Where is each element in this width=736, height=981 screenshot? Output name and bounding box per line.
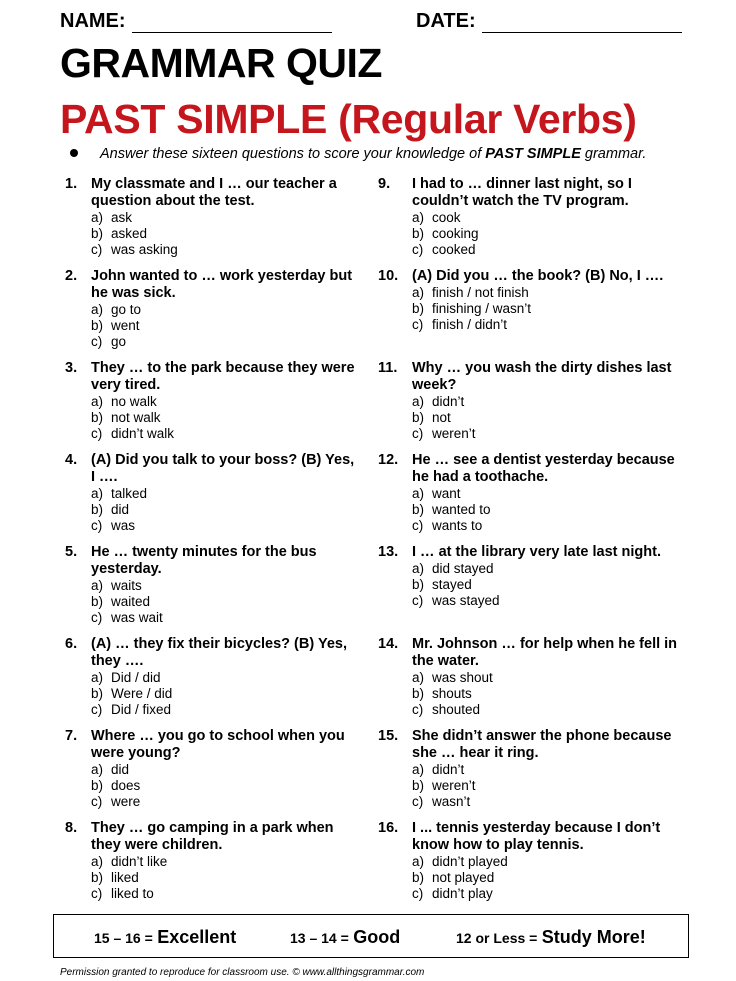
question-text: They … go camping in a park when they were children. [91,820,334,853]
option-text: ask [111,210,133,225]
answer-options [412,486,686,534]
question-number: 4. [65,452,78,468]
question-number: 1. [65,176,78,192]
option-text: were [111,794,141,809]
option-text: liked to [111,886,154,901]
question-item [376,636,686,728]
question-number: 10. [378,268,399,284]
option-text: didn’t played [432,854,508,869]
option-letter: b) [412,226,425,241]
option-text: shouts [432,686,472,701]
question-text: He … see a dentist yesterday because he had a toothache. [412,452,675,485]
option-letter: b) [412,686,425,701]
score-word: Study More! [541,927,646,947]
answer-option[interactable] [412,886,686,902]
instructions-after: grammar. [580,146,647,162]
answer-options [412,854,686,902]
option-letter: c) [412,242,424,257]
questions-right-column [376,176,686,912]
answer-option[interactable] [412,285,686,301]
question-text: Where … you go to school when you were young? [91,728,345,761]
date-field [416,10,682,33]
answer-option[interactable] [91,762,360,778]
option-letter: b) [412,870,425,885]
answer-option[interactable] [91,886,360,902]
option-letter: a) [412,394,425,409]
question-item [376,268,686,360]
option-text: waits [111,578,142,593]
option-letter: c) [91,886,103,901]
instructions [70,146,646,162]
question-item [376,728,686,820]
option-text: finish / didn’t [432,317,508,332]
option-text: Did / did [111,670,161,685]
option-letter: b) [91,594,104,609]
option-text: not [432,410,451,425]
answer-option[interactable] [91,226,360,242]
option-letter: b) [412,502,425,517]
date-label: DATE: [416,10,476,32]
score-study-more [456,927,646,948]
option-letter: a) [91,578,104,593]
answer-option[interactable] [412,670,686,686]
option-letter: c) [412,886,424,901]
option-letter: a) [91,394,104,409]
answer-option[interactable] [412,686,686,702]
question-text: I ... tennis yesterday because I don’t know how to play tennis. [412,820,661,853]
question-item [376,452,686,544]
question-number: 15. [378,728,399,744]
option-text: talked [111,486,148,501]
quiz-title: GRAMMAR QUIZ [60,40,382,86]
option-text: did stayed [432,561,494,576]
answer-option[interactable] [412,702,686,718]
option-letter: a) [412,561,425,576]
option-letter: a) [412,854,425,869]
option-text: didn’t walk [111,426,175,441]
instructions-bold: PAST SIMPLE [485,146,581,162]
answer-option[interactable] [91,502,360,518]
option-letter: c) [91,426,103,441]
question-item [60,636,360,728]
option-letter: b) [412,577,425,592]
option-letter: c) [91,334,103,349]
option-letter: b) [412,301,425,316]
answer-option[interactable] [412,301,686,317]
option-text: waited [111,594,151,609]
footer-permission: Permission granted to reproduce for classroom use. © www.allthingsgrammar.com [60,967,425,978]
date-blank-line[interactable] [482,14,682,33]
answer-options [91,578,360,626]
questions-left-column [60,176,360,912]
question-number: 16. [378,820,399,836]
option-letter: c) [412,593,424,608]
answer-option[interactable] [412,762,686,778]
score-good [290,927,400,948]
question-text: (A) Did you … the book? (B) No, I …. [412,268,664,284]
question-number: 6. [65,636,78,652]
option-text: asked [111,226,148,241]
question-text: (A) Did you talk to your boss? (B) Yes, I …. [91,452,355,485]
answer-option[interactable] [412,561,686,577]
answer-option[interactable] [91,486,360,502]
option-letter: a) [412,486,425,501]
score-range: 13 – 14 = [290,930,349,946]
option-text: go to [111,302,142,317]
option-text: no walk [111,394,157,409]
answer-option[interactable] [412,778,686,794]
question-item [376,544,686,636]
option-letter: a) [91,762,104,777]
option-letter: a) [412,285,425,300]
option-text: stayed [432,577,472,592]
option-letter: a) [412,670,425,685]
question-item [60,176,360,268]
option-letter: b) [412,410,425,425]
question-text: She didn’t answer the phone because she … hear it ring. [412,728,672,761]
answer-option[interactable] [412,426,686,442]
question-text: I had to … dinner last night, so I couldn’t watch the TV program. [412,176,632,209]
answer-option[interactable] [91,578,360,594]
option-text: cooking [432,226,479,241]
option-letter: c) [91,610,103,625]
option-text: not walk [111,410,161,425]
question-text: Why … you wash the dirty dishes last week? [412,360,672,393]
option-letter: b) [91,226,104,241]
question-item [60,820,360,912]
question-number: 13. [378,544,399,560]
option-letter: c) [91,702,103,717]
answer-option[interactable] [91,334,360,350]
option-letter: c) [91,794,103,809]
question-item [60,268,360,360]
score-range: 15 – 16 = [94,930,153,946]
answer-option[interactable] [412,394,686,410]
question-item [60,544,360,636]
option-text: did [111,762,130,777]
option-text: didn’t [432,762,465,777]
option-text: Did / fixed [111,702,172,717]
answer-options [412,394,686,442]
answer-options [412,210,686,258]
option-text: didn’t play [432,886,493,901]
question-item [376,176,686,268]
question-text: I … at the library very late last night. [412,544,661,560]
score-word: Excellent [157,927,237,947]
score-excellent [94,927,236,948]
answer-option[interactable] [412,226,686,242]
question-item [376,360,686,452]
option-text: wanted to [432,502,491,517]
answer-option[interactable] [91,610,360,626]
answer-option[interactable] [412,794,686,810]
answer-options [91,670,360,718]
question-text: (A) … they fix their bicycles? (B) Yes, they …. [91,636,347,669]
option-letter: b) [91,778,104,793]
answer-option[interactable] [91,794,360,810]
answer-options [91,854,360,902]
question-number: 14. [378,636,399,652]
option-text: weren’t [432,778,476,793]
question-text: He … twenty minutes for the bus yesterday. [91,544,317,577]
question-item [60,728,360,820]
answer-options [412,285,686,333]
option-text: did [111,502,130,517]
option-text: wasn’t [432,794,471,809]
question-item [60,452,360,544]
bullet-icon [70,149,78,157]
question-number: 9. [378,176,391,192]
option-text: go [111,334,127,349]
option-letter: c) [412,426,424,441]
option-letter: a) [91,210,104,225]
answer-option[interactable] [91,210,360,226]
question-item [60,360,360,452]
option-letter: b) [91,686,104,701]
option-text: was stayed [432,593,500,608]
option-text: was wait [111,610,163,625]
option-text: was shout [432,670,493,685]
quiz-subtitle: PAST SIMPLE (Regular Verbs) [60,96,637,142]
answer-options [91,762,360,810]
answer-options [91,486,360,534]
option-text: does [111,778,141,793]
answer-option[interactable] [91,394,360,410]
question-number: 8. [65,820,78,836]
option-letter: b) [91,870,104,885]
question-number: 2. [65,268,78,284]
instructions-before: Answer these sixteen questions to score your knowledge of [100,146,486,162]
question-text: John wanted to … work yesterday but he was sick. [91,268,353,301]
option-letter: c) [412,317,424,332]
answer-option[interactable] [91,670,360,686]
option-text: want [432,486,461,501]
option-letter: c) [412,518,424,533]
answer-option[interactable] [91,318,360,334]
option-text: wants to [432,518,483,533]
option-letter: a) [91,854,104,869]
option-letter: b) [91,502,104,517]
answer-options [412,670,686,718]
score-word: Good [353,927,401,947]
answer-option[interactable] [91,518,360,534]
question-text: They … to the park because they were very tired. [91,360,355,393]
answer-option[interactable] [412,854,686,870]
question-text: My classmate and I … our teacher a question about the test. [91,176,337,209]
answer-option[interactable] [91,426,360,442]
option-text: not played [432,870,495,885]
answer-options [91,210,360,258]
question-number: 3. [65,360,78,376]
option-letter: b) [91,410,104,425]
answer-option[interactable] [91,594,360,610]
option-text: was [111,518,136,533]
name-blank-line[interactable] [132,14,332,33]
answer-option[interactable] [412,242,686,258]
answer-option[interactable] [412,870,686,886]
answer-option[interactable] [91,778,360,794]
question-number: 7. [65,728,78,744]
answer-option[interactable] [91,702,360,718]
option-text: Were / did [111,686,173,701]
option-letter: a) [412,210,425,225]
answer-option[interactable] [412,486,686,502]
option-text: cooked [432,242,476,257]
answer-option[interactable] [412,210,686,226]
answer-option[interactable] [91,854,360,870]
question-number: 5. [65,544,78,560]
option-letter: a) [91,486,104,501]
answer-options [412,561,686,609]
answer-option[interactable] [412,593,686,609]
option-text: shouted [432,702,481,717]
option-letter: b) [91,318,104,333]
option-letter: c) [91,518,103,533]
name-field [60,10,332,33]
option-text: finish / not finish [432,285,529,300]
option-text: was asking [111,242,178,257]
option-text: cook [432,210,461,225]
score-box [53,914,689,958]
option-letter: a) [91,670,104,685]
option-letter: b) [412,778,425,793]
answer-options [91,302,360,350]
answer-option[interactable] [91,242,360,258]
answer-option[interactable] [412,410,686,426]
question-item [376,820,686,912]
answer-option[interactable] [91,410,360,426]
option-letter: c) [412,702,424,717]
answer-options [412,762,686,810]
option-letter: a) [91,302,104,317]
answer-option[interactable] [91,302,360,318]
score-range: 12 or Less = [456,930,538,946]
answer-option[interactable] [91,686,360,702]
option-text: finishing / wasn’t [432,301,532,316]
question-number: 12. [378,452,399,468]
header-row [60,10,686,36]
option-letter: c) [412,794,424,809]
option-text: didn’t like [111,854,168,869]
answer-options [91,394,360,442]
question-number: 11. [378,360,398,376]
answer-option[interactable] [412,577,686,593]
option-text: weren’t [432,426,476,441]
name-label: NAME: [60,10,126,32]
answer-option[interactable] [91,870,360,886]
option-text: liked [111,870,139,885]
question-text: Mr. Johnson … for help when he fell in the water. [412,636,678,669]
option-letter: c) [91,242,103,257]
answer-option[interactable] [412,502,686,518]
option-text: went [111,318,140,333]
answer-option[interactable] [412,518,686,534]
option-letter: a) [412,762,425,777]
option-text: didn’t [432,394,465,409]
answer-option[interactable] [412,317,686,333]
